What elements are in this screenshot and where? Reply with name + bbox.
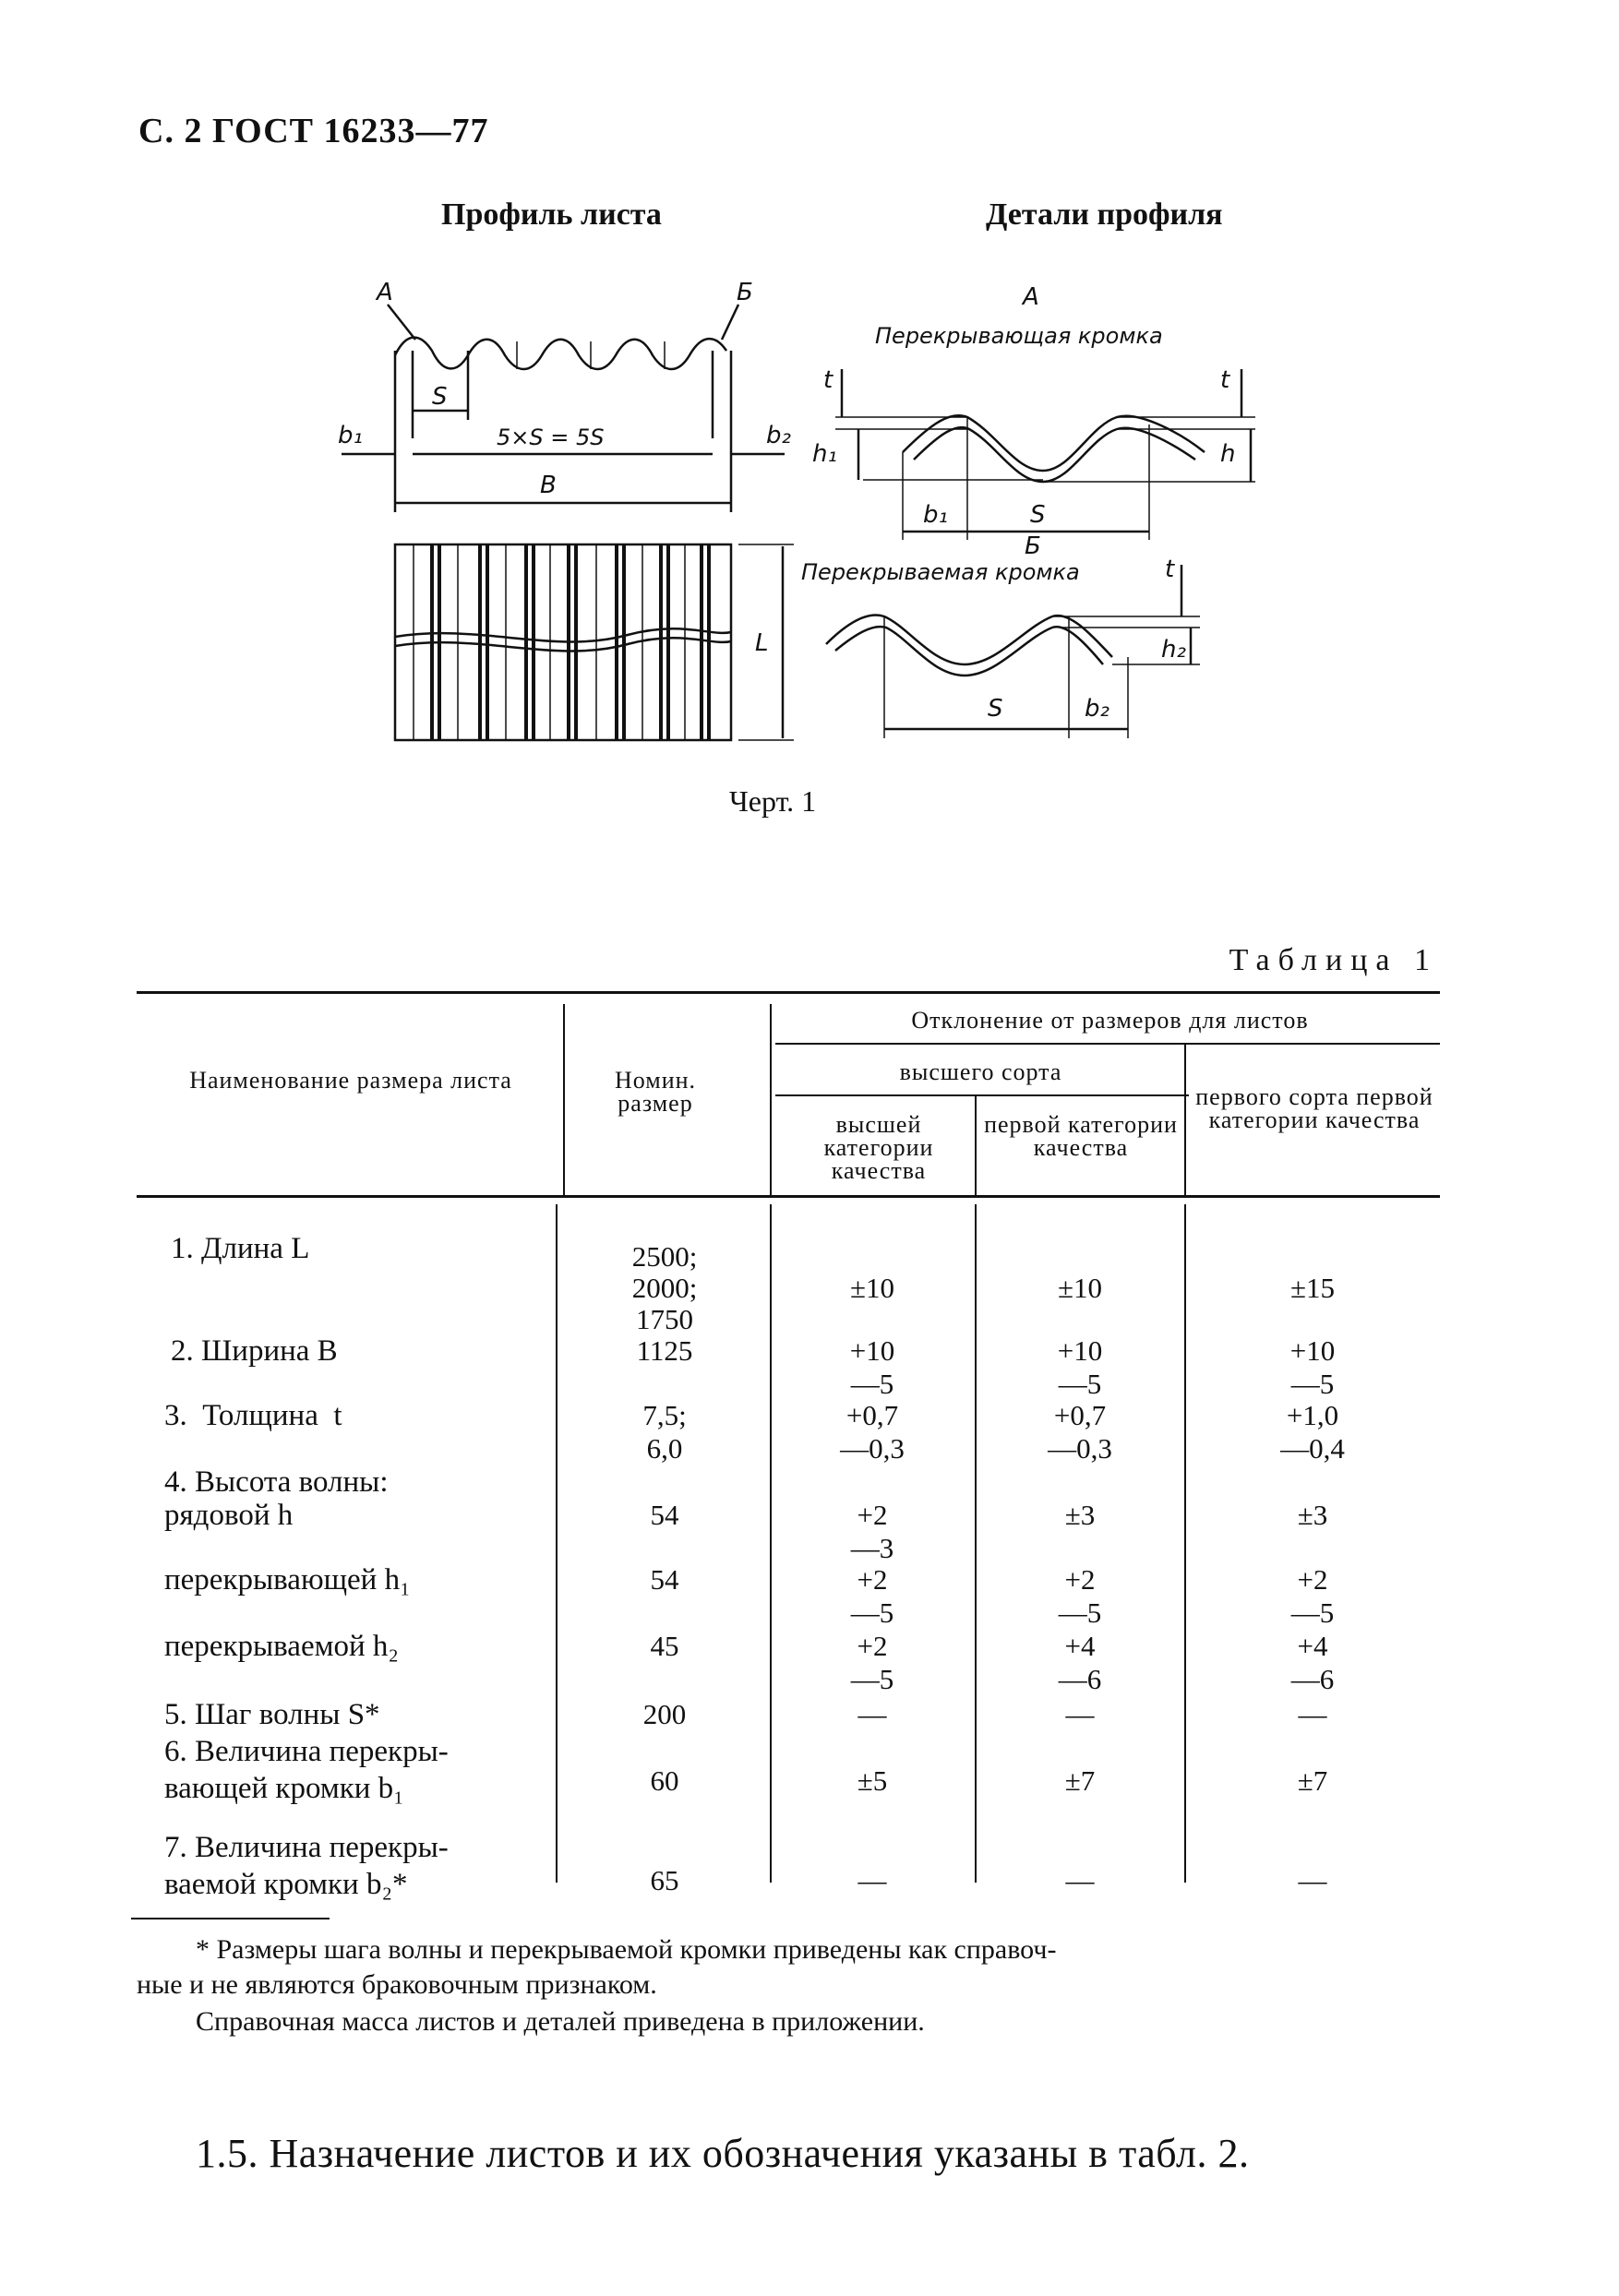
detail-b-t: t [1165,556,1175,583]
col-header-first-grade: первого сорта первой категории качества [1195,1083,1433,1133]
row-5-top-cat: — [857,1698,887,1730]
profile-title: Профиль листа [441,197,662,232]
footnote-line-2: ные и не являются браковочным признаком. [137,1969,657,2000]
row-1-top-cat: ±10 [849,1272,894,1304]
row-5-first-cat: — [1065,1698,1095,1730]
row-4b-first-grade: +2 —5 [1290,1563,1335,1629]
col-header-deviation: Отклонение от размеров для листов [911,1007,1309,1034]
detail-a-s: S [1030,501,1046,529]
row-4a-top-cat: +2 —3 [850,1499,894,1564]
table-title: Таблица 1 [1229,943,1438,977]
row-4b-first-cat: +2 —5 [1058,1563,1102,1629]
row-3-first-cat: +0,7 —0,3 [1048,1399,1112,1465]
label-five-s: 5×S = 5S [497,425,605,450]
detail-a-h: h [1220,440,1236,468]
row-5-name: 5. Шаг волны S* [164,1698,380,1731]
row-2-name: 2. Ширина B [171,1334,338,1368]
row-1-name: 1. Длина L [171,1232,310,1265]
footnote-rule [131,1918,330,1919]
label-length: L [755,629,769,657]
col-header-top-grade: высшего сорта [899,1058,1062,1085]
detail-a-b1: b₁ [923,501,948,529]
label-b1: b₁ [338,422,363,449]
label-s: S [432,383,448,411]
row-2-first-grade: +10 —5 [1289,1334,1336,1400]
row-5-nominal: 200 [642,1698,687,1730]
row-2-top-cat: +10 —5 [849,1334,895,1400]
col-header-name: Наименование размера листа [189,1067,512,1094]
row-4c-top-cat: +2 —5 [850,1630,894,1695]
row-7-first-cat: — [1065,1864,1095,1896]
row-4c-first-cat: +4 —6 [1058,1630,1102,1695]
label-b: Б [737,279,753,306]
sheet-profile-wave [395,338,726,369]
row-4a-first-cat: ±3 [1064,1499,1096,1531]
row-6-first-cat: ±7 [1064,1764,1096,1797]
detail-b-drawing [826,565,1200,738]
row-2-first-cat: +10 —5 [1057,1334,1103,1400]
footnote-line-1: * Размеры шага волны и перекрываемой кромки приведены как справоч- [196,1934,1057,1965]
row-4b-nominal: 54 [650,1563,679,1596]
row-6-nominal: 60 [650,1764,679,1797]
row-4c-nominal: 45 [650,1630,679,1662]
row-3-nominal: 7,5; 6,0 [642,1399,687,1465]
row-4a-first-grade: ±3 [1297,1499,1328,1531]
detail-b-b2: b₂ [1085,695,1109,723]
row-4a-nominal: 54 [650,1499,679,1531]
detail-a-title: Перекрывающая кромка [875,323,1163,349]
row-3-name: 3. Толщина t [164,1399,342,1432]
row-3-first-grade: +1,0 —0,4 [1280,1399,1345,1465]
col-header-top-category: высшей категории качества [823,1111,934,1184]
profile-drawing [0,0,1619,831]
row-4b-name: перекрывающей h₁ [164,1563,411,1596]
row-7-nominal: 65 [650,1864,679,1896]
row-7-name: 7. Величина перекры- ваемой кромки b₂* [164,1831,449,1901]
row-4-name: 4. Высота волны: [164,1465,389,1499]
row-7-top-cat: — [857,1864,887,1896]
detail-a-t: t [823,366,833,394]
detail-b-letter: Б [1025,532,1041,560]
row-7-first-grade: — [1298,1864,1327,1896]
detail-b-s: S [988,695,1003,723]
page-header: С. 2 ГОСТ 16233—77 [138,112,489,150]
label-width: B [540,472,557,499]
col-header-first-category: первой категории качества [984,1111,1178,1161]
row-4b-top-cat: +2 —5 [850,1563,894,1629]
detail-b-title: Перекрываемая кромка [801,559,1080,585]
row-5-first-grade: — [1298,1698,1327,1730]
details-title: Детали профиля [986,197,1223,232]
row-1-nominal: 2500; 2000; 1750 [631,1240,698,1335]
detail-a-h1: h₁ [812,440,837,468]
detail-a-letter: А [1023,283,1039,311]
figure-caption: Черт. 1 [729,784,817,818]
row-1-first-cat: ±10 [1057,1272,1102,1304]
row-6-name: 6. Величина перекры- вающей кромки b₁ [164,1735,449,1805]
row-6-first-grade: ±7 [1297,1764,1328,1797]
col-header-nominal: Номин. размер [614,1067,697,1117]
row-3-top-cat: +0,7 —0,3 [840,1399,905,1465]
detail-a-t-right: t [1220,366,1230,394]
row-2-nominal: 1125 [636,1334,693,1367]
row-4a-name: рядовой h [164,1499,294,1532]
row-6-top-cat: ±5 [857,1764,888,1797]
label-b2: b₂ [766,422,791,449]
row-4c-name: перекрываемой h₂ [164,1630,399,1663]
row-1-first-grade: ±15 [1289,1272,1335,1304]
detail-b-h2: h₂ [1161,636,1186,664]
row-4c-first-grade: +4 —6 [1290,1630,1335,1695]
label-a: А [377,279,393,306]
footnote-line-3: Справочная масса листов и деталей приведена в приложении. [196,2006,925,2037]
paragraph-1-5: 1.5. Назначение листов и их обозначения указаны в табл. 2. [196,2131,1250,2176]
